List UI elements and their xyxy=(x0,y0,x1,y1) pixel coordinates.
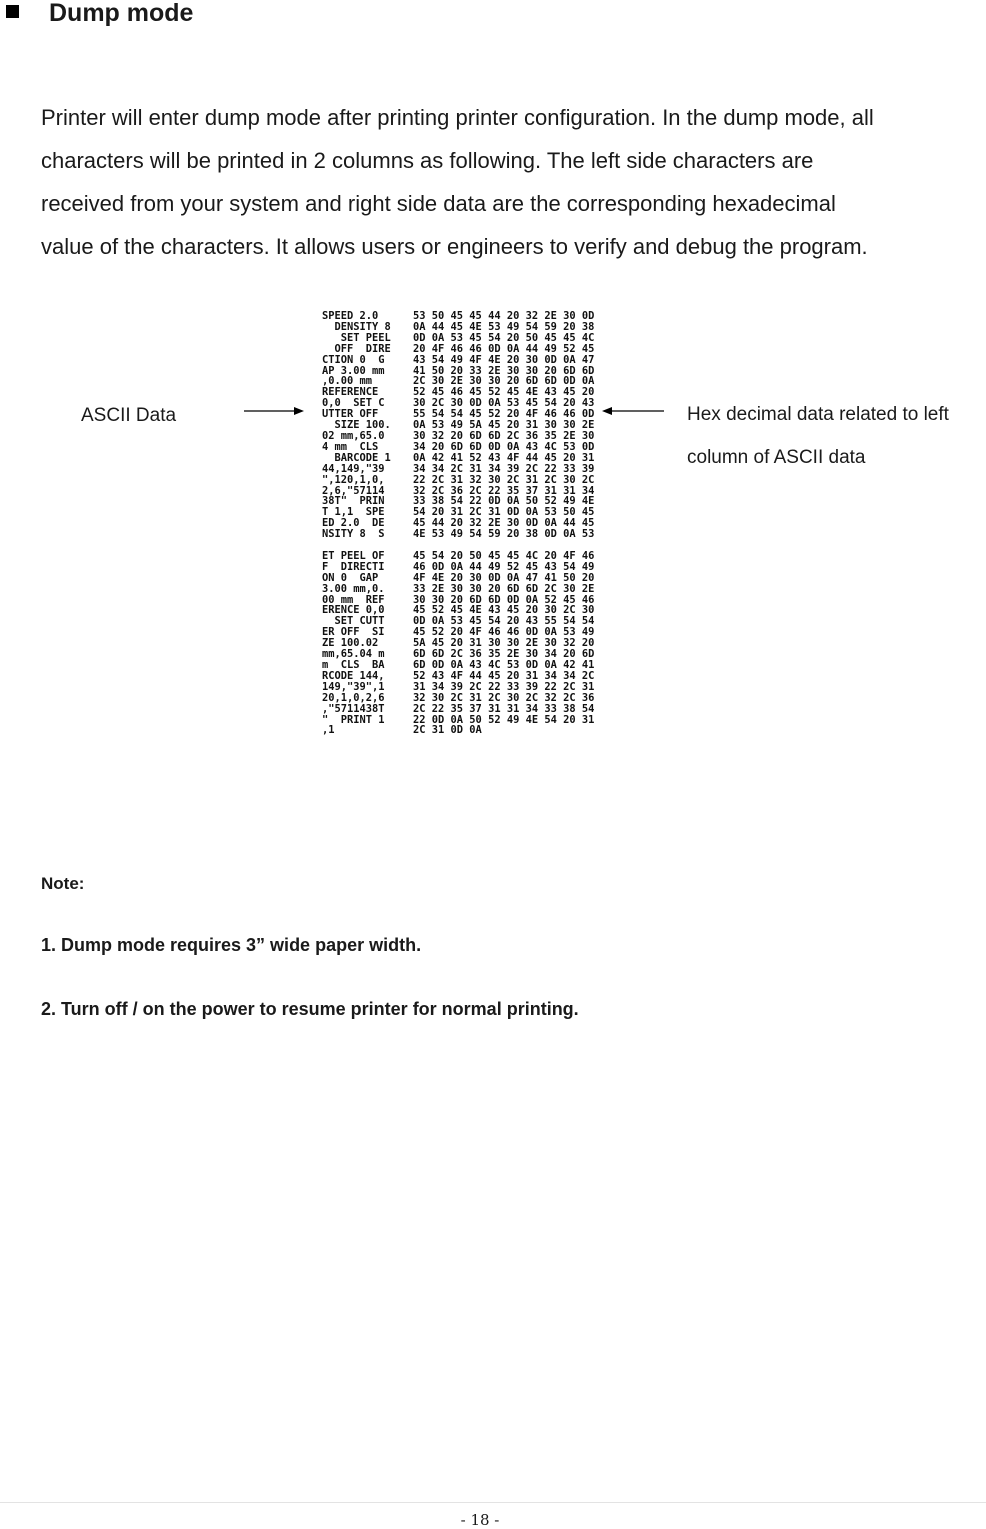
hex-line: 5A 45 20 31 30 30 2E 30 32 20 xyxy=(413,637,595,650)
hex-line: 2C 30 2E 30 30 20 6D 6D 0D 0A xyxy=(413,375,595,388)
hex-line: 45 52 45 4E 43 45 20 30 2C 30 xyxy=(413,604,595,617)
hex-line: 0D 0A 53 45 54 20 50 45 45 4C xyxy=(413,331,595,344)
ascii-line: SET PEEL xyxy=(322,331,391,344)
note-title: Note: xyxy=(41,874,85,893)
intro-line: received from your system and right side data are the corresponding hexadecimal xyxy=(41,191,836,216)
ascii-line: 2,6,"57114 xyxy=(322,484,385,497)
hex-line: 0A 53 49 5A 45 20 31 30 30 2E xyxy=(413,419,595,432)
note-item: 2. Turn off / on the power to resume printer for normal printing. xyxy=(41,999,579,1019)
hex-line: 2C 31 0D 0A xyxy=(413,724,482,737)
ascii-line: ",120,1,0, xyxy=(322,473,385,486)
ascii-line: T 1,1 SPE xyxy=(322,506,385,519)
hex-line: 45 54 20 50 45 45 4C 20 4F 46 xyxy=(413,549,595,562)
hex-line: 6D 6D 2C 36 35 2E 30 34 20 6D xyxy=(413,648,595,661)
ascii-line: SPEED 2.0 xyxy=(322,310,379,322)
hex-line: 34 20 6D 6D 0D 0A 43 4C 53 0D xyxy=(413,440,595,453)
ascii-line: 0,0 SET C xyxy=(322,397,385,410)
note-item: 1. Dump mode requires 3” wide paper width. xyxy=(41,935,422,955)
hex-line: 31 34 39 2C 22 33 39 22 2C 31 xyxy=(413,680,595,693)
hex-label-line: column of ASCII data xyxy=(687,447,866,468)
ascii-line: 00 mm REF xyxy=(322,593,385,606)
ascii-line: ERENCE 0,0 xyxy=(322,604,385,617)
page-number: - 18 - xyxy=(460,1511,500,1529)
ascii-data-label: ASCII Data xyxy=(81,405,177,426)
ascii-line: 02 mm,65.0 xyxy=(322,429,385,442)
hex-line: 22 2C 31 32 30 2C 31 2C 30 2C xyxy=(413,473,595,486)
ascii-line: 149,"39",1 xyxy=(322,680,385,693)
left-arrow-icon xyxy=(602,404,664,418)
ascii-line: OFF DIRE xyxy=(322,342,391,355)
ascii-line: ZE 100.02 xyxy=(322,637,379,650)
dump-block xyxy=(322,551,634,736)
hex-line: 46 0D 0A 44 49 52 45 43 54 49 xyxy=(413,560,595,573)
hex-data-label xyxy=(687,393,949,479)
intro-line: characters will be printed in 2 columns as following. The left side characters are xyxy=(41,148,814,173)
ascii-line: NSITY 8 S xyxy=(322,528,385,541)
hex-line: 53 50 45 45 44 20 32 2E 30 0D xyxy=(413,310,595,322)
hex-line: 55 54 54 45 52 20 4F 46 46 0D xyxy=(413,408,595,421)
hex-label-line: Hex decimal data related to left xyxy=(687,404,949,425)
ascii-line: AP 3.00 mm xyxy=(322,364,385,377)
hex-line: 0A 42 41 52 43 4F 44 45 20 31 xyxy=(413,451,595,464)
hex-line: 20 4F 46 46 0D 0A 44 49 52 45 xyxy=(413,342,595,355)
ascii-line: 3.00 mm,0. xyxy=(322,582,385,595)
ascii-line: REFERENCE xyxy=(322,386,379,399)
hex-line: 45 52 20 4F 46 46 0D 0A 53 49 xyxy=(413,626,595,639)
ascii-column xyxy=(322,551,410,736)
ascii-line: DENSITY 8 xyxy=(322,320,391,333)
ascii-line: 44,149,"39 xyxy=(322,462,385,475)
ascii-line: SIZE 100. xyxy=(322,419,391,432)
ascii-line: SET CUTT xyxy=(322,615,385,628)
hex-column xyxy=(413,311,594,540)
hex-line: 33 38 54 22 0D 0A 50 52 49 4E xyxy=(413,495,595,508)
ascii-line: mm,65.04 m xyxy=(322,648,385,661)
hex-line: 30 2C 30 0D 0A 53 45 54 20 43 xyxy=(413,397,595,410)
intro-paragraph xyxy=(41,96,986,268)
hex-line: 33 2E 30 30 20 6D 6D 2C 30 2E xyxy=(413,582,595,595)
hex-line: 22 0D 0A 50 52 49 4E 54 20 31 xyxy=(413,713,595,726)
ascii-line: UTTER OFF xyxy=(322,408,379,421)
hex-line: 45 44 20 32 2E 30 0D 0A 44 45 xyxy=(413,517,595,530)
hex-line: 4F 4E 20 30 0D 0A 47 41 50 20 xyxy=(413,571,595,584)
ascii-line: ON 0 GAP xyxy=(322,571,379,584)
ascii-line: 38T" PRIN xyxy=(322,495,385,508)
ascii-line: " PRINT 1 xyxy=(322,713,385,726)
hex-line: 52 43 4F 44 45 20 31 34 34 2C xyxy=(413,669,595,682)
section-heading: Dump mode xyxy=(49,0,194,27)
ascii-column xyxy=(322,311,410,540)
hex-line: 0A 44 45 4E 53 49 54 59 20 38 xyxy=(413,320,595,333)
ascii-line: ET PEEL OF xyxy=(322,549,385,562)
dump-printout xyxy=(322,311,634,736)
hex-line: 32 2C 36 2C 22 35 37 31 31 34 xyxy=(413,484,595,497)
hex-line: 54 20 31 2C 31 0D 0A 53 50 45 xyxy=(413,506,595,519)
intro-line: Printer will enter dump mode after printing printer configuration. In the dump mode, all xyxy=(41,105,874,130)
hex-line: 4E 53 49 54 59 20 38 0D 0A 53 xyxy=(413,528,595,541)
right-arrow-icon xyxy=(244,404,304,418)
hex-line: 2C 22 35 37 31 31 34 33 38 54 xyxy=(413,702,595,715)
hex-line: 34 34 2C 31 34 39 2C 22 33 39 xyxy=(413,462,595,475)
ascii-line: ,1 xyxy=(322,724,335,737)
hex-line: 41 50 20 33 2E 30 30 20 6D 6D xyxy=(413,364,595,377)
footer-divider xyxy=(0,1502,986,1503)
ascii-line: RCODE 144, xyxy=(322,669,385,682)
hex-line: 32 30 2C 31 2C 30 2C 32 2C 36 xyxy=(413,691,595,704)
hex-line: 43 54 49 4F 4E 20 30 0D 0A 47 xyxy=(413,353,595,366)
ascii-line: ,"5711438T xyxy=(322,702,385,715)
ascii-line: ER OFF SI xyxy=(322,626,385,639)
hex-column xyxy=(413,551,594,736)
ascii-line: 4 mm CLS xyxy=(322,440,379,453)
ascii-line: CTION 0 G xyxy=(322,353,385,366)
ascii-line: BARCODE 1 xyxy=(322,451,391,464)
ascii-line: ED 2.0 DE xyxy=(322,517,385,530)
ascii-line: ,0.00 mm xyxy=(322,375,373,388)
hex-line: 30 32 20 6D 6D 2C 36 35 2E 30 xyxy=(413,429,595,442)
bullet-square-icon xyxy=(6,5,19,18)
hex-line: 52 45 46 45 52 45 4E 43 45 20 xyxy=(413,386,595,399)
ascii-line: 20,1,0,2,6 xyxy=(322,691,385,704)
ascii-line: m CLS BA xyxy=(322,658,385,671)
hex-line: 6D 0D 0A 43 4C 53 0D 0A 42 41 xyxy=(413,658,595,671)
ascii-line: F DIRECTI xyxy=(322,560,385,573)
hex-line: 30 30 20 6D 6D 0D 0A 52 45 46 xyxy=(413,593,595,606)
dump-block xyxy=(322,311,634,540)
hex-line: 0D 0A 53 45 54 20 43 55 54 54 xyxy=(413,615,595,628)
intro-line: value of the characters. It allows users or engineers to verify and debug the program. xyxy=(41,234,868,259)
